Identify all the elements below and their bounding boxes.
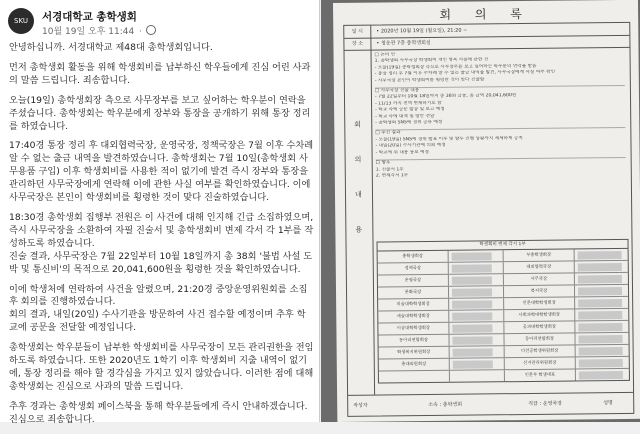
place-value: • 청운관 7층 총학생회실 bbox=[376, 39, 431, 47]
minutes-line: □ 추진 결과 bbox=[375, 130, 401, 137]
redacted-signature bbox=[579, 370, 623, 378]
globe-icon bbox=[146, 25, 156, 35]
role-cell: 총학생회장 bbox=[378, 251, 449, 263]
role-cell: 인문부 학생대표 bbox=[504, 369, 576, 381]
post-paragraph: 추후 경과는 총학생회 페이스북을 통해 학우분들에게 즉시 안내하겠습니다. 진심으로 죄송합니다. bbox=[9, 400, 308, 425]
role-cell: 인문대학학생회장 bbox=[503, 297, 575, 309]
side-char: 용 bbox=[355, 225, 363, 234]
redacted-signature bbox=[452, 312, 492, 320]
minutes-line: - 오늘(19일) SNS에 경위 발표 이후 및 향후 진행 상황까지 세세하게 공지 bbox=[375, 135, 523, 143]
role-cell: 학생복지위원회장 bbox=[379, 347, 450, 359]
role-cell: 대외협력국장 bbox=[503, 261, 575, 273]
redacted-signature bbox=[578, 250, 622, 258]
redacted-signature bbox=[578, 274, 622, 282]
role-cell bbox=[379, 371, 450, 383]
minutes-line: - 학교에 위 내용 통보 예정 bbox=[375, 149, 429, 156]
minutes-line: 1. 총학생회 사무국장 학생회비 개인 명목 사용에 관한 건 bbox=[374, 57, 489, 64]
minutes-frame bbox=[343, 22, 634, 417]
redacted-signature bbox=[578, 334, 622, 342]
minutes-footer bbox=[348, 392, 633, 417]
minutes-line: - 학교 측에 대책 및 방안 전달 bbox=[375, 113, 435, 120]
minutes-line: - 오늘(19일) 총학생회장 측으로 사무장부를 보고 싶어하는 학우분의 연락을 받음 bbox=[374, 63, 537, 71]
redacted-signature bbox=[452, 264, 492, 272]
minutes-line: 1. 진술서 1부 bbox=[375, 166, 404, 173]
date-value: • 2020년 10월 19일 (월요일), 21:20 ~ bbox=[376, 27, 468, 35]
writer-label: 작성자 bbox=[353, 402, 368, 409]
post-paragraph: 이에 학생처에 연락하여 사건을 알렸으며, 21:20경 중앙운영위원회를 소집 후 회의를 진행하였습니다. 회의 결과, 내일(20일) 수사기관을 방문하여 사건 접수할 예정이며 추후 학교에 공문을 전달할 예정입니다. bbox=[9, 283, 308, 334]
role-cell: 미술대학학생회장 bbox=[378, 299, 449, 311]
minutes-body bbox=[375, 50, 626, 180]
role-cell: 문화국장 bbox=[378, 287, 449, 299]
redacted-signature bbox=[452, 324, 492, 332]
role-cell: 정책국장 bbox=[378, 263, 449, 275]
minutes-line: - 학교 측에 공문 발송 및 보고 예정 bbox=[375, 107, 445, 113]
page-name[interactable]: 서경대학교 총학생회 bbox=[42, 11, 137, 23]
attendance-table bbox=[377, 239, 630, 384]
role-cell: 운영국장 bbox=[378, 275, 449, 287]
role-cell: 선거관리위원회장 bbox=[504, 357, 576, 369]
facebook-post bbox=[0, 0, 320, 425]
redacted-signature bbox=[453, 360, 493, 368]
minutes-line: - 내일(20일) 수사기관에 의뢰 예정 bbox=[375, 143, 446, 149]
post-meta: 10월 19일 오후 11:44 · bbox=[42, 24, 156, 37]
redacted-signature bbox=[452, 252, 492, 260]
redacted-signature bbox=[578, 310, 622, 318]
role-cell: 사무국장 bbox=[503, 273, 575, 285]
table-header: 학생회비 변제 각서 1부 bbox=[378, 240, 628, 252]
redacted-signature bbox=[578, 322, 622, 330]
role-cell: 동아리연합회장 bbox=[503, 333, 575, 345]
minutes-line: - 11/13 까지 전액 변제하기로 함 bbox=[375, 100, 442, 107]
redacted-signature bbox=[578, 298, 622, 306]
side-char: 의 bbox=[354, 155, 362, 164]
side-char: 회 bbox=[354, 120, 362, 129]
redacted-signature bbox=[579, 358, 623, 366]
post-paragraph: 17:40경 통장 정리 후 대외협력국장, 운영국장, 정책국장은 7월 이후 수차례 알 수 없는 출금 내역을 발견하였습니다. 총학생회는 7월 10일(총학생회 사무용품 구입) 이후 학생회비를 사용한 적이 없기에 발견 즉시 장부와 통장을 관리하던 사무국장에게 연락해 이에 관한 사실 여부를 확인하였습니다. 이에 사무국장은 본인이 학생회비를 횡령한 것이 맞다 진술하였습니다. bbox=[9, 140, 314, 204]
post-paragraph: 오늘(19일) 총학생회장 측으로 사무장부를 보고 싶어하는 학우분이 연락을 주셨습니다. 총학생회는 학우분에게 장부와 통장을 공개하기 위해 통장 정리를 하였습니다. bbox=[9, 94, 311, 132]
redacted-signature bbox=[578, 262, 622, 270]
minutes-line: - 사무국장 본인이 학생회비를 횡령한 것이 맞다 진술함 bbox=[374, 77, 485, 84]
minutes-content bbox=[344, 47, 633, 395]
post-paragraph: 18:30경 총학생회 집행부 전원은 이 사건에 대해 인지해 긴급 소집하였으며, 즉시 사무국장을 소환하여 자필 진술서 및 총학생회비 변제 각서 각 1부를 작성하도록 하였습니다. 진술 결과, 사무국장은 7월 22일부터 10월 18일까지 총 38회 '불법 사설 도박 및 통신비'의 목적으로 20,041,600원을 횡령한 것을 확인하였습니다. bbox=[9, 211, 314, 275]
role-cell: 사회과학대학학생회장 bbox=[503, 309, 575, 321]
minutes-line: □ 사무국장 진술 내용 bbox=[374, 88, 420, 94]
minutes-line: - 통장 정리 후 7월 이후 수차례 알 수 없는 출금 내역을 발견, 사무국장에게 사실 여부 확인 bbox=[374, 69, 556, 77]
redacted-signature bbox=[453, 348, 493, 356]
side-char: 내 bbox=[354, 190, 362, 199]
minutes-title: 회 의 록 bbox=[439, 6, 532, 22]
content-side-label bbox=[344, 50, 375, 395]
writer-dept: 소속 : 총학생회 bbox=[428, 401, 463, 409]
redacted-signature bbox=[452, 300, 492, 308]
minutes-line: - 총학생회 SNS에 경위 공유 예정 bbox=[375, 119, 443, 126]
writer-name-label: 성명 bbox=[603, 400, 613, 407]
place-label: 장 소 bbox=[344, 38, 371, 50]
redacted-signature bbox=[452, 276, 492, 284]
date-label: 일 시 bbox=[344, 26, 371, 38]
post-header bbox=[8, 8, 308, 38]
post-paragraph: 총학생회는 학우분들이 납부한 학생회비를 사무국장이 모든 관리권한을 전임하도록 하였습니다. 또한 2020년도 1학기 이후 학생회비 지출 내역이 없기에, 통장 정리를 해야 할 경각심을 가지고 있지 않았습니다. 이러한 점에 대해 총학생회는 진심으로 사과의 말씀 드립니다. bbox=[9, 342, 314, 392]
redacted-signature bbox=[579, 346, 623, 354]
role-cell: 공과대학학생회장 bbox=[503, 321, 575, 333]
role-cell: 부총학생회장 bbox=[503, 249, 575, 261]
post-paragraph: 먼저 총학생회 활동을 위해 학생회비를 납부하신 학우들에게 진심 어린 사과의 말씀 드립니다. 죄송합니다. bbox=[9, 61, 311, 86]
writer-position: 직급 : 운영국장 bbox=[528, 400, 563, 407]
role-cell: 동아리연합회장 bbox=[378, 335, 449, 347]
minutes-line: □ 논의 안 bbox=[374, 52, 396, 58]
role-cell: 예술대학학생회장 bbox=[378, 311, 449, 323]
role-cell: 다전공학생위원회장 bbox=[504, 345, 576, 357]
role-cell: 복지국장 bbox=[503, 285, 575, 297]
post-paragraph: 안녕하십니까. 서경대학교 제48대 총학생회입니다. bbox=[9, 42, 213, 53]
minutes-line: 2. 변제각서 1부 bbox=[375, 173, 409, 179]
page-avatar[interactable]: SKU bbox=[8, 8, 34, 34]
post-timestamp[interactable]: 10월 19일 오후 11:44 bbox=[42, 27, 135, 37]
minutes-line: - 7월 22일부터 10월 18일까지 총 38회 금융, 총 금액 20,041,600원 bbox=[374, 93, 517, 101]
redacted-signature bbox=[578, 286, 622, 294]
role-cell: 총대의원회장 bbox=[379, 359, 450, 371]
redacted-signature bbox=[452, 288, 492, 296]
redacted-signature bbox=[452, 336, 492, 344]
minutes-line: □ 향후 bbox=[375, 160, 391, 166]
minutes-document bbox=[333, 0, 640, 422]
post-body bbox=[9, 42, 314, 434]
table-row bbox=[379, 369, 629, 383]
role-cell: 이공대학학생회장 bbox=[378, 323, 449, 335]
minutes-photo bbox=[321, 0, 640, 422]
